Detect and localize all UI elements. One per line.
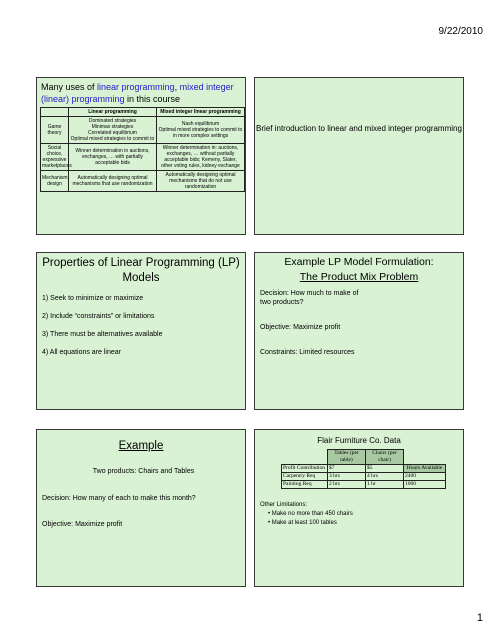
uses-table <box>40 107 245 192</box>
table-cell: Mechanism design <box>41 171 69 192</box>
table-row <box>41 117 245 144</box>
table-header-cell: Mixed integer linear programming <box>157 108 245 117</box>
table-cell: 4 hrs <box>366 473 404 481</box>
table-cell: Social choice, expressive marketplaces <box>42 145 72 169</box>
slide-body <box>255 289 463 357</box>
title-line-underlined: The Product Mix Problem <box>299 271 419 283</box>
slide-intro <box>254 77 464 235</box>
decision-text: Decision: How many of each to make this month? <box>42 495 196 502</box>
list-item-text: Make at least 100 tables <box>271 520 337 526</box>
table-cell: 3 hrs <box>328 473 366 481</box>
title-highlight-milp: mixed integer (linear) programming <box>41 82 234 104</box>
list-item: 1) Seek to minimize or maximize <box>42 295 144 302</box>
table-cell: Winner determination in auctions, exchanges, … with partially acceptable bids <box>69 144 157 171</box>
table-row <box>41 171 245 192</box>
list-item-text: Make no more than 450 chairs <box>271 511 353 517</box>
table-cell: Winner determination in: auctions, exchanges, … without partially acceptable bids; Kemeny, Slater, other voting rules, kidney exchange <box>157 144 245 171</box>
list-item: 3) There must be alternatives available <box>42 331 163 338</box>
table-row <box>282 473 446 481</box>
list-item: 4) All equations are linear <box>42 349 121 356</box>
slide-example <box>36 429 246 587</box>
slide-uses-of-lp <box>36 77 246 235</box>
table-cell <box>404 450 446 465</box>
slide-title: Example <box>118 440 164 452</box>
table-cell: Automatically designing optimal mechanisms that do not use randomization <box>157 171 245 192</box>
table-cell: Nash equilibrium Optimal mixed strategies to commit to in more complex settings <box>157 117 245 144</box>
table-header-cell: Linear programming <box>69 108 157 117</box>
table-header-row <box>282 450 446 465</box>
other-limitations-title: Other Limitations: <box>260 502 308 508</box>
table-cell: Game theory <box>41 117 69 144</box>
table-header-row <box>41 108 245 117</box>
list-item: • Make no more than 450 chairs <box>268 511 353 517</box>
title-line: Example LP Model Formulation: <box>284 256 434 268</box>
title-highlight-lp: linear programming <box>97 82 175 92</box>
table-header-cell: Hours Available <box>404 465 446 473</box>
list-item: • Make at least 100 tables <box>268 520 337 526</box>
decision-text: Decision: How much to make of two products? <box>260 290 359 306</box>
slide-flair-furniture <box>254 429 464 587</box>
table-cell: Automatically designing optimal mechanisms that use randomization <box>69 171 157 192</box>
table-row <box>282 481 446 489</box>
table-cell: Dominated strategies Minimax strategies Correlated equilibrium Optimal mixed strategies to commit to <box>69 117 157 144</box>
table-cell: 2 hrs <box>328 481 366 489</box>
slide-body <box>37 467 245 529</box>
table-cell: Painting Req <box>282 481 328 489</box>
slide-title <box>255 255 463 285</box>
table-header-cell <box>41 108 69 117</box>
title-text: Many uses of <box>41 82 98 92</box>
slide-text: Brief introduction to linear and mixed integer programming <box>256 124 462 133</box>
slide-title <box>37 78 245 105</box>
table-row <box>41 144 245 171</box>
furniture-data-table <box>281 449 446 489</box>
page-number: 1 <box>476 612 483 624</box>
table-header-cell: Tables (per table) <box>328 450 366 465</box>
objective-text: Objective: Maximize profit <box>42 521 123 528</box>
objective-text: Objective: Maximize profit <box>260 324 341 331</box>
list-item: 2) Include “constraints” or limitations <box>42 313 155 320</box>
title-text: in this course <box>124 94 181 104</box>
table-cell: $5 <box>366 465 404 473</box>
properties-list <box>37 294 245 357</box>
table-cell: 1 hr <box>366 481 404 489</box>
constraints-text: Constraints: Limited resources <box>260 349 355 356</box>
other-limitations <box>255 501 463 528</box>
table-row <box>282 465 446 473</box>
table-header-cell: Chairs (per chair) <box>366 450 404 465</box>
slide-title: Flair Furniture Co. Data <box>317 436 401 445</box>
slide-lp-properties <box>36 252 246 410</box>
slide-title: Properties of Linear Programming (LP) Models <box>42 257 240 284</box>
slide-product-mix <box>254 252 464 410</box>
products-text: Two products: Chairs and Tables <box>92 468 195 475</box>
table-cell: Carpentry Req <box>282 473 328 481</box>
header-date: 9/22/2010 <box>438 26 483 37</box>
table-cell: Profit Contribution <box>282 465 328 473</box>
title-text: , <box>174 82 180 92</box>
table-cell: 2400 <box>404 473 446 481</box>
table-cell <box>282 450 328 465</box>
table-cell: $7 <box>328 465 366 473</box>
table-cell: 1000 <box>404 481 446 489</box>
